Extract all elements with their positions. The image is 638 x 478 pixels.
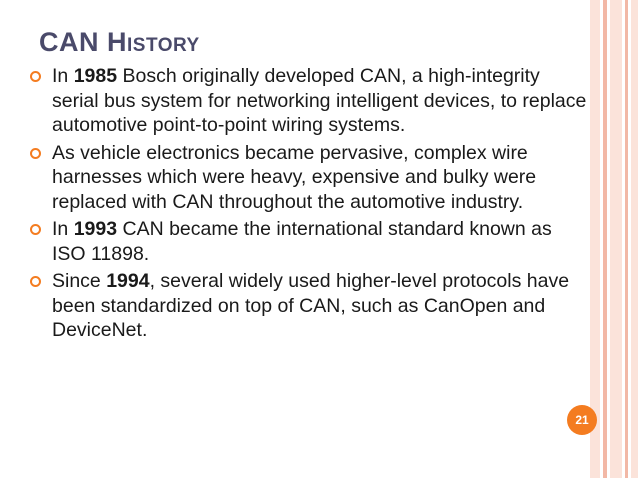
bullet-text: In 1985 Bosch originally developed CAN, a high-integrity serial bus system for networking intelligent devices, to replace automotive point-to-point wiring systems. [52, 65, 587, 136]
stripe-4 [625, 0, 628, 478]
stripe-3 [610, 0, 622, 478]
stripe-2 [603, 0, 607, 478]
circle-bullet-icon [30, 276, 41, 287]
bullet-text: Since 1994, several widely used higher-level protocols have been standardized on top of CAN, such as CanOpen and DeviceNet. [52, 270, 570, 341]
bullet-item [30, 64, 590, 138]
bullet-text: As vehicle electronics became pervasive, complex wire harnesses which were heavy, expensive and bulky were replaced with CAN throughout the automotive industry. [52, 141, 537, 213]
bullet-text: In 1993 CAN became the international standard known as ISO 11898. [52, 218, 552, 265]
stripe-1 [590, 0, 600, 478]
bullet-item [30, 217, 590, 266]
decorative-side-stripes [590, 0, 638, 478]
bullet-item [30, 141, 590, 215]
bullet-list [30, 64, 590, 346]
slide-title: CAN History [39, 27, 200, 57]
stripe-5 [631, 0, 638, 478]
circle-bullet-icon [30, 71, 41, 82]
page-number: 21 [575, 413, 589, 427]
circle-bullet-icon [30, 148, 41, 159]
bullet-item [30, 269, 590, 343]
page-number-badge [567, 405, 597, 435]
circle-bullet-icon [30, 224, 41, 235]
